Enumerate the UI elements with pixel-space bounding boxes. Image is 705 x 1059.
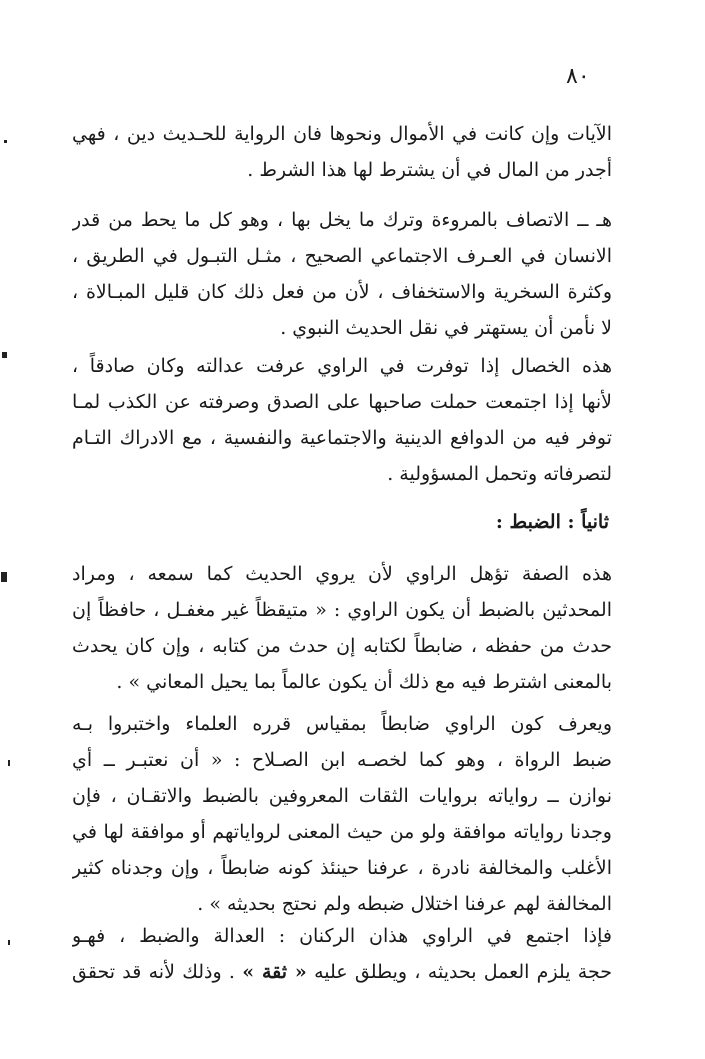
paragraph-line: ضبط الرواة ، وهو كما لخصـه ابن الصـلاح : « أن نعتبـر ــ أي xyxy=(72,749,612,771)
term-thiqa: « ثقة » xyxy=(242,961,307,983)
section-heading: ثانياً : الضبط : xyxy=(495,511,609,533)
paragraph-6 xyxy=(72,918,612,990)
scan-mark xyxy=(8,760,10,766)
paragraph-line: الآيات وإن كانت في الأموال ونحوها فان الرواية للحـديث دين ، فهي xyxy=(72,123,612,145)
paragraph-line: هذه الصفة تؤهل الراوي لأن يروي الحديث كما سمعه ، ومراد xyxy=(72,563,612,585)
paragraph-line: لأنها إذا اجتمعت حملت صاحبها على الصدق وصرفته عن الكذب لمـا xyxy=(72,391,612,413)
paragraph-line: أجدر من المال في أن يشترط لها هذا الشرط . xyxy=(247,159,612,181)
paragraph-line: الانسان في العـرف الاجتماعي الصحيح ، مثـل التبـول في الطريق ، xyxy=(72,245,612,267)
paragraph-line: فإذا اجتمع في الراوي هذان الركنان : العدالة والضبط ، فهـو xyxy=(72,925,612,947)
paragraph-3 xyxy=(72,348,612,492)
paragraph-final-line xyxy=(72,954,612,990)
paragraph-line: المحدثين بالضبط أن يكون الراوي : « متيقظاً غير مغفـل ، حافظاً إن xyxy=(72,599,612,621)
paragraph-4 xyxy=(72,556,612,700)
page-number: ٨٠ xyxy=(566,64,590,89)
paragraph-line: وجدنا رواياته موافقة ولو من حيث المعنى لرواياتهم أو موافقة لها في xyxy=(72,821,612,843)
paragraph-line: وكثرة السخرية والاستخفاف ، لأن من فعل ذلك كان قليل المبـالاة ، xyxy=(72,281,612,303)
final-line-end: . وذلك لأنه قد تحقق xyxy=(72,961,235,983)
paragraph-1 xyxy=(72,116,612,188)
final-line-start: حجة يلزم العمل بحديثه ، ويطلق عليه xyxy=(314,961,612,983)
paragraph-line: لا نأمن أن يستهتر في نقل الحديث النبوي . xyxy=(280,317,612,339)
paragraph-5 xyxy=(72,706,612,922)
paragraph-line: بالمعنى اشترط فيه مع ذلك أن يكون عالماً بما يحيل المعاني » . xyxy=(116,671,612,693)
paragraph-line: ويعرف كون الراوي ضابطاً بمقياس قرره العلماء واختبروا بـه xyxy=(72,713,612,735)
scan-mark xyxy=(2,352,7,358)
paragraph-line: هذه الخصال إذا توفرت في الراوي عرفت عدالته وكان صادقاً ، xyxy=(72,355,612,377)
paragraph-2 xyxy=(72,202,612,346)
paragraph-line: المخالفة لهم عرفنا اختلال ضبطه ولم نحتج بحديثه » . xyxy=(197,893,612,915)
paragraph-line: حدث من حفظه ، ضابطاً لكتابه إن حدث من كتابه ، وإن كان يحدث xyxy=(72,635,612,657)
scan-mark xyxy=(4,140,7,143)
paragraph-line: توفر فيه من الدوافع الدينية والاجتماعية والنفسية ، مع الادراك التـام xyxy=(72,427,612,449)
paragraph-line: نوازن ــ رواياته بروايات الثقات المعروفين بالضبط والاتقـان ، فإن xyxy=(72,785,612,807)
scan-mark xyxy=(1,572,7,582)
paragraph-line: هـ ــ الاتصاف بالمروءة وترك ما يخل بها ، وهو كل ما يحط من قدر xyxy=(72,209,612,231)
scan-mark xyxy=(8,940,10,945)
paragraph-line: الأغلب والمخالفة نادرة ، عرفنا حينئذ كونه ضابطاً ، وإن وجدناه كثير xyxy=(72,857,612,879)
paragraph-line: لتصرفاته وتحمل المسؤولية . xyxy=(387,463,612,485)
